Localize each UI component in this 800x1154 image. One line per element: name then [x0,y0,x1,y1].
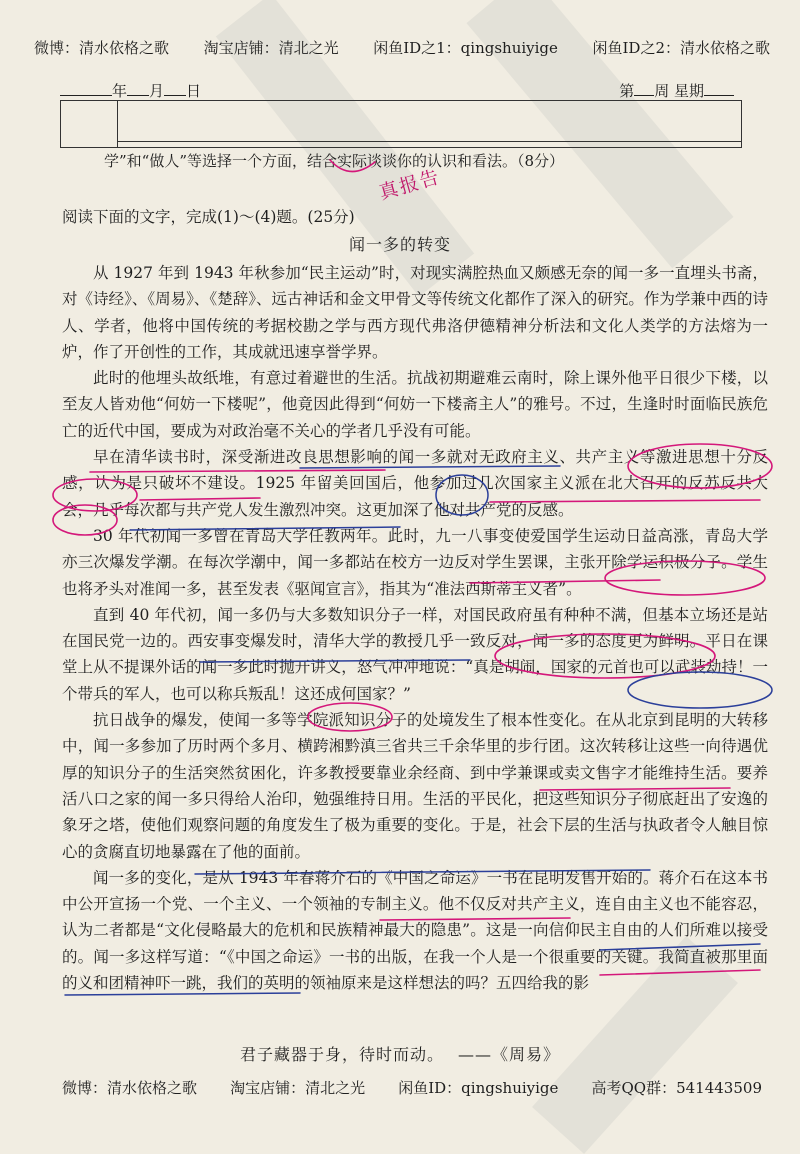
article-body [62,260,768,996]
year-label: 年 [112,82,128,100]
header-xianyu1: 闲鱼ID之1：qingshuiyige [373,39,558,57]
paragraph-7: 闻一多的变化，是从 1943 年春蒋介石的《中国之命运》一书在昆明发售开始的。蒋介石在这本书中公开宣扬一个党、一个主义、一个领袖的专制主义。他不仅反对共产主义，连自由主义也不能容忍，认为二者都是“文化侵略最大的危机和民族精神最大的隐患”。这是一向信仰民主自由的人们所难以接受的。闻一多这样写道：“《中国之命运》一书的出版，在我一个人是一个很重要的关键。我简直被那里面的义和团精神吓一跳，我们的英明的领袖原来是这样想法的吗？五四给我的影 [62,868,768,993]
bottom-quote: 君子藏器于身，待时而动。 ——《周易》 [239,1045,561,1064]
paragraph-5: 直到 40 年代初，闻一多仍与大多数知识分子一样，对国民政府虽有种种不满，但基本立场还是站在国民党一边的。西安事变爆发时，清华大学的教授几乎一致反对，闻一多的态度更为鲜明。平日在课堂上从不提课外话的闻一多此时抛开讲义，怒气冲冲地说：“真是胡闹，国家的元首也可以武装劫持！一个带兵的军人，也可以称兵叛乱！这还成何国家？” [62,605,768,703]
header-xianyu2: 闲鱼ID之2：清水依格之歌 [592,39,770,57]
header-weibo: 微博：清水依格之歌 [34,39,170,57]
footer-xianyu: 闲鱼ID：qingshuiyige [398,1079,559,1097]
paragraph-3: 早在清华读书时，深受渐进改良思想影响的闻一多就对无政府主义、共产主义等激进思想十分反感，认为是只破坏不建设。1925 年留美回国后，他参加过几次国家主义派在北大召开的反苏反共大会，几乎每次都与共产党人发生激烈冲突。这更加深了他对共产党的反感。 [62,448,768,519]
header-taobao: 淘宝店铺：清北之光 [203,39,339,57]
date-line [60,80,201,101]
header-watermark [34,37,770,58]
week-line [619,80,734,101]
month-label: 月 [149,82,165,100]
day-label: 日 [186,82,202,100]
question-tail: 学”和“做人”等选择一个方面，结合实际谈谈你的认识和看法。（8分） [104,152,565,170]
paragraph-4: 30 年代初闻一多曾在青岛大学任教两年。此时，九一八事变使爱国学生运动日益高涨，青岛大学亦三次爆发学潮。在每次学潮中，闻一多都站在校方一边反对学生罢课，主张开除学运积极分子。学生也将矛头对准闻一多，甚至发表《驱闻宣言》，指其为“准法西斯蒂主义者”。 [62,526,768,598]
paragraph-6: 抗日战争的爆发，使闻一多等学院派知识分子的处境发生了根本性变化。在从北京到昆明的大转移中，闻一多参加了历时两个多月、横跨湘黔滇三省共三千余华里的步行团。这次转移让这些一向待遇优厚的知识分子的生活突然贫困化，许多教授要靠业余经商、到中学兼课或卖文售字才能维持生活。要养活八口之家的闻一多只得给人治印，勉强维持日用。生活的平民化，把这些知识分子彻底赶出了安逸的象牙之塔，使他们观察问题的角度发生了极为重要的变化。于是，社会下层的生活与执政者令人触目惊心的贪腐直切地暴露在了他的面前。 [62,711,768,861]
article-title: 闻一多的转变 [348,235,451,254]
handwritten-note: 真报告 [376,165,444,205]
footer-taobao: 淘宝店铺：清北之光 [230,1079,366,1097]
paragraph-2: 此时的他埋头故纸堆，有意过着避世的生活。抗战初期避难云南时，除上课外他平日很少下楼，以至友人皆劝他“何妨一下楼呢”，他竟因此得到“何妨一下楼斋主人”的雅号。不过，生逢时时面临民族危亡的近代中国，要成为对政治毫不关心的学者几乎没有可能。 [62,369,768,440]
footer-watermark [62,1077,762,1098]
week-prefix: 第 [619,82,635,100]
header-table-box [60,100,742,148]
footer-qq: 高考QQ群：541443509 [591,1079,762,1097]
paragraph-1: 从 1927 年到 1943 年秋参加“民主运动”时，对现实满腔热血又颇感无奈的闻一多一直埋头书斋，对《诗经》、《周易》、《楚辞》、远古神话和金文甲骨文等传统文化都作了深入的研究。作为学兼中西的诗人、学者，他将中国传统的考据校勘之学与西方现代弗洛伊德精神分析法和文化人类学的方法熔为一炉，作了开创性的工作，其成就迅速享誉学界。 [62,264,768,361]
week-label: 周 星期 [654,82,704,100]
reading-instruction: 阅读下面的文字，完成(1)～(4)题。(25分) [62,208,355,226]
footer-weibo: 微博：清水依格之歌 [62,1079,198,1097]
